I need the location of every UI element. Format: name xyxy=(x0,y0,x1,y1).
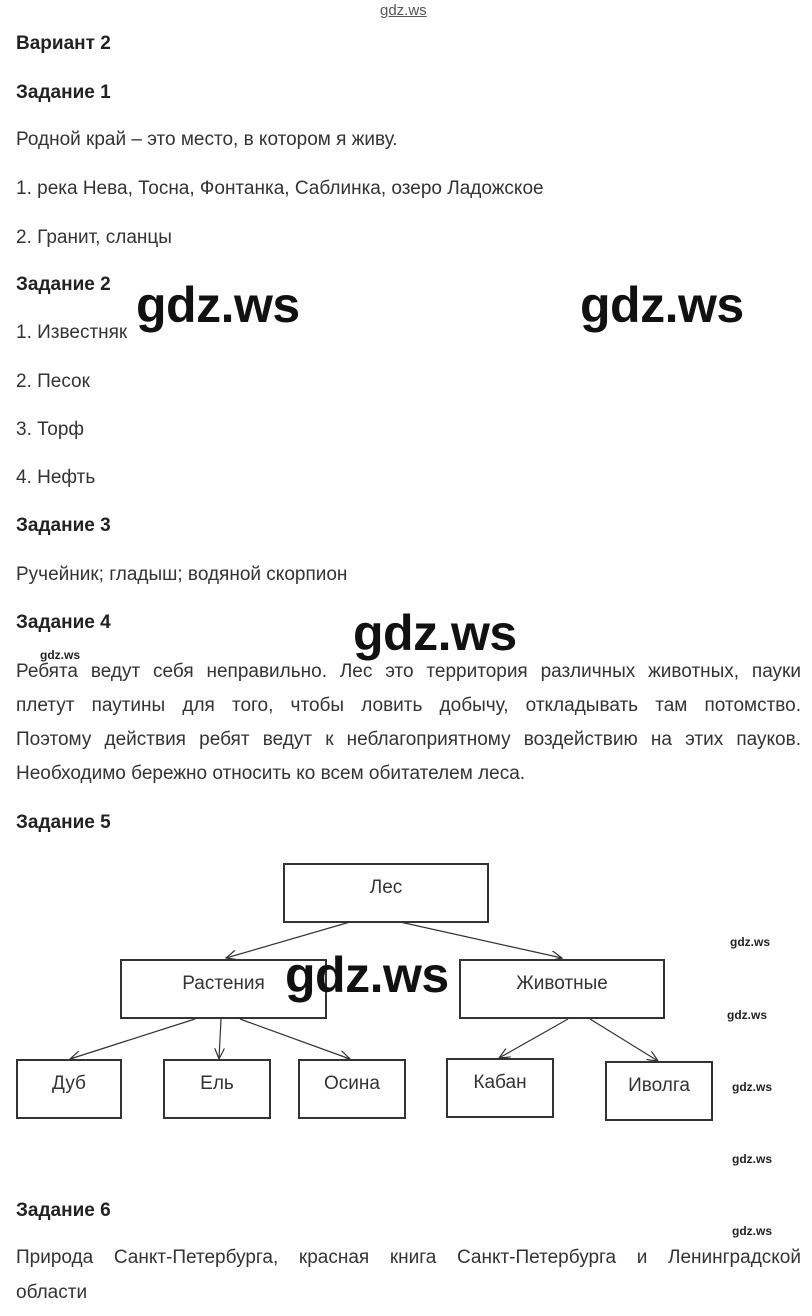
watermark: gdz.ws xyxy=(136,277,300,333)
watermark-small: gdz.ws xyxy=(727,1008,768,1022)
watermark-top: gdz.ws xyxy=(380,2,427,19)
node-oak: Дуб xyxy=(16,1059,122,1119)
watermark: gdz.ws xyxy=(353,605,517,661)
task2-item: 4. Нефть xyxy=(16,467,96,488)
arrow-plants-spruce xyxy=(219,1019,221,1059)
task1-line: 1. река Нева, Тосна, Фонтанка, Саблинка, озеро Ладожское xyxy=(16,178,544,199)
arrow-animals-boar xyxy=(499,1019,568,1058)
node-boar: Кабан xyxy=(446,1058,554,1118)
node-oriole: Иволга xyxy=(605,1061,713,1121)
task4-line: Необходимо бережно относить ко всем обитателем леса. xyxy=(16,763,526,784)
task1-line: Родной край – это место, в котором я живу. xyxy=(16,129,398,150)
arrow-plants-aspen xyxy=(240,1019,350,1059)
task2-item: 2. Песок xyxy=(16,371,90,392)
node-spruce: Ель xyxy=(163,1059,271,1119)
watermark-small: gdz.ws xyxy=(40,648,81,662)
task6-title: Задание 6 xyxy=(16,1200,111,1221)
task5-title: Задание 5 xyxy=(16,812,111,833)
task4-line: плетут паутины для того, чтобы ловить добычу, откладывать там потомство. xyxy=(16,695,801,716)
node-forest: Лес xyxy=(283,863,489,923)
node-animals: Животные xyxy=(459,959,665,1019)
watermark: gdz.ws xyxy=(580,277,744,333)
task3-text: Ручейник; гладыш; водяной скорпион xyxy=(16,564,348,585)
variant-heading: Вариант 2 xyxy=(16,33,111,54)
task2-title: Задание 2 xyxy=(16,274,111,295)
task1-title: Задание 1 xyxy=(16,82,111,103)
task4-title: Задание 4 xyxy=(16,612,111,633)
node-plants: Растения xyxy=(120,959,327,1019)
task6-line: Природа Санкт-Петербурга, красная книга Санкт-Петербурга и Ленинградской xyxy=(16,1247,801,1268)
task1-line: 2. Гранит, сланцы xyxy=(16,227,172,248)
watermark-small: gdz.ws xyxy=(732,1152,773,1166)
task4-line: Поэтому действия ребят ведут к неблагоприятному воздействию на этих пауков. xyxy=(16,729,801,750)
watermark-small: gdz.ws xyxy=(730,935,771,949)
task2-item: 1. Известняк xyxy=(16,322,128,343)
watermark-small: gdz.ws xyxy=(732,1224,773,1238)
task3-title: Задание 3 xyxy=(16,515,111,536)
watermark-small: gdz.ws xyxy=(732,1080,773,1094)
node-aspen: Осина xyxy=(298,1059,406,1119)
task2-item: 3. Торф xyxy=(16,419,85,440)
arrow-animals-oriole xyxy=(590,1019,658,1061)
watermark: gdz.ws xyxy=(285,947,449,1003)
task4-line: Ребята ведут себя неправильно. Лес это территория различных животных, пауки xyxy=(16,661,801,682)
task6-line: области xyxy=(16,1282,88,1303)
arrow-plants-oak xyxy=(70,1019,195,1059)
